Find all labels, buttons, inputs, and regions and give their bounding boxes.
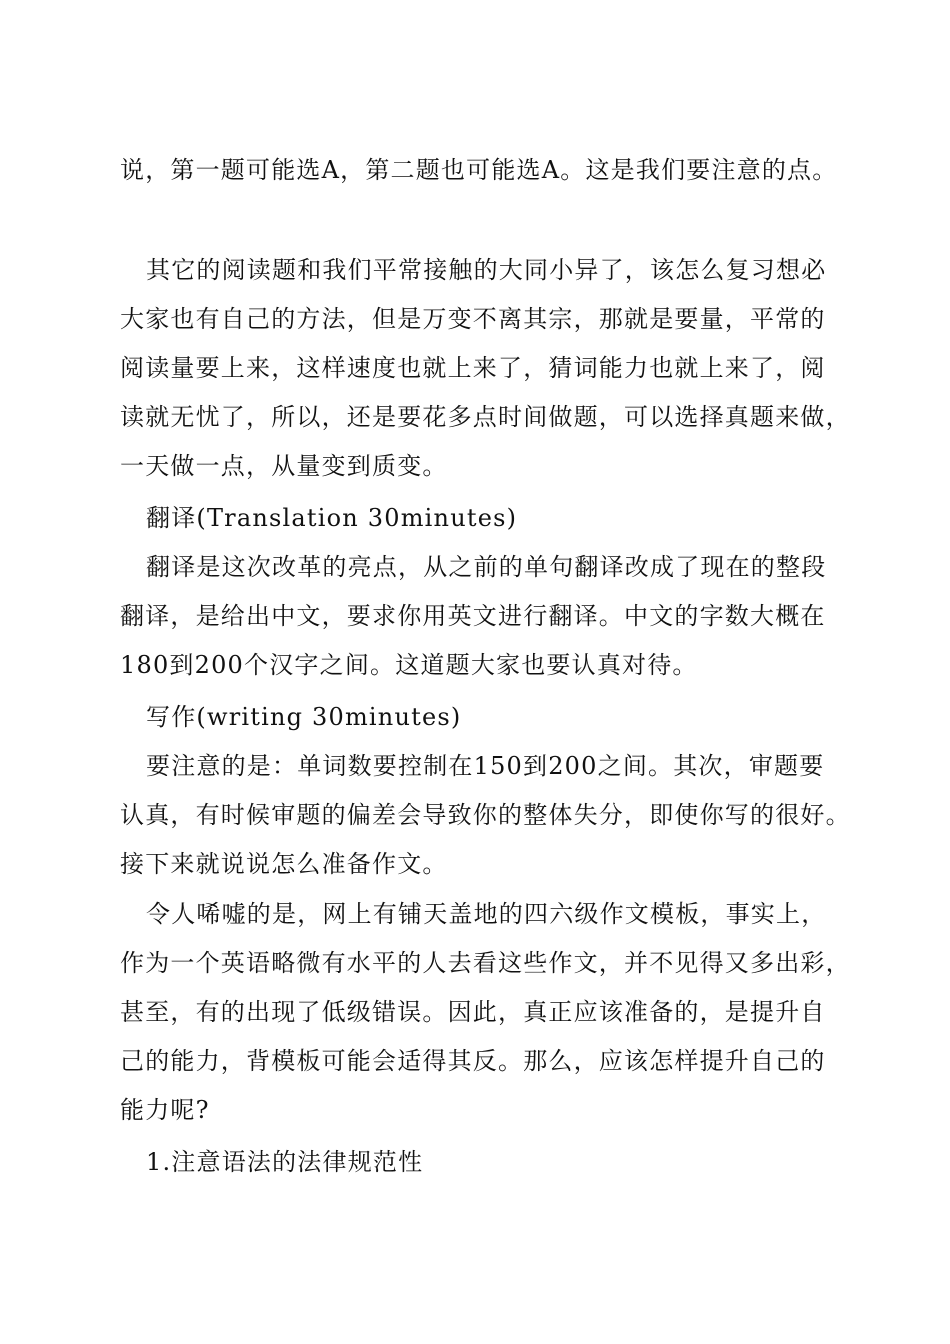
list-item: 1.注意语法的法律规范性 [146, 1148, 424, 1176]
text-line: 一天做一点，从量变到质变。 [120, 452, 448, 480]
section-heading-translation: 翻译(Translation 30minutes) [146, 504, 518, 532]
section-heading-writing: 写作(writing 30minutes) [146, 703, 462, 731]
paragraph-line: 其它的阅读题和我们平常接触的大同小异了，该怎么复习想必 [146, 256, 827, 284]
text-line: 接下来就说说怎么准备作文。 [120, 850, 448, 878]
text-line: 大家也有自己的方法，但是万变不离其宗，那就是要量，平常的 [120, 305, 826, 333]
text-line: 说，第一题可能选A，第二题也可能选A。这是我们要注意的点。 [120, 156, 838, 184]
paragraph-line: 要注意的是：单词数要控制在150到200之间。其次，审题要 [146, 752, 825, 780]
text-line: 180到200个汉字之间。这道题大家也要认真对待。 [120, 651, 698, 679]
text-line: 读就无忧了，所以，还是要花多点时间做题，可以选择真题来做， [120, 403, 851, 431]
text-line: 认真，有时候审题的偏差会导致你的整体失分，即使你写的很好。 [120, 801, 851, 829]
text-line: 翻译，是给出中文，要求你用英文进行翻译。中文的字数大概在 [120, 602, 826, 630]
paragraph-line: 令人唏嘘的是，网上有铺天盖地的四六级作文模板，事实上， [146, 900, 827, 928]
text-line: 能力呢? [120, 1096, 210, 1124]
text-line: 己的能力，背模板可能会适得其反。那么，应该怎样提升自己的 [120, 1047, 826, 1075]
text-line: 作为一个英语略微有水平的人去看这些作文，并不见得又多出彩， [120, 949, 851, 977]
text-line: 阅读量要上来，这样速度也就上来了，猜词能力也就上来了，阅 [120, 354, 826, 382]
paragraph-line: 翻译是这次改革的亮点，从之前的单句翻译改成了现在的整段 [146, 553, 827, 581]
text-line: 甚至，有的出现了低级错误。因此，真正应该准备的，是提升自 [120, 998, 826, 1026]
